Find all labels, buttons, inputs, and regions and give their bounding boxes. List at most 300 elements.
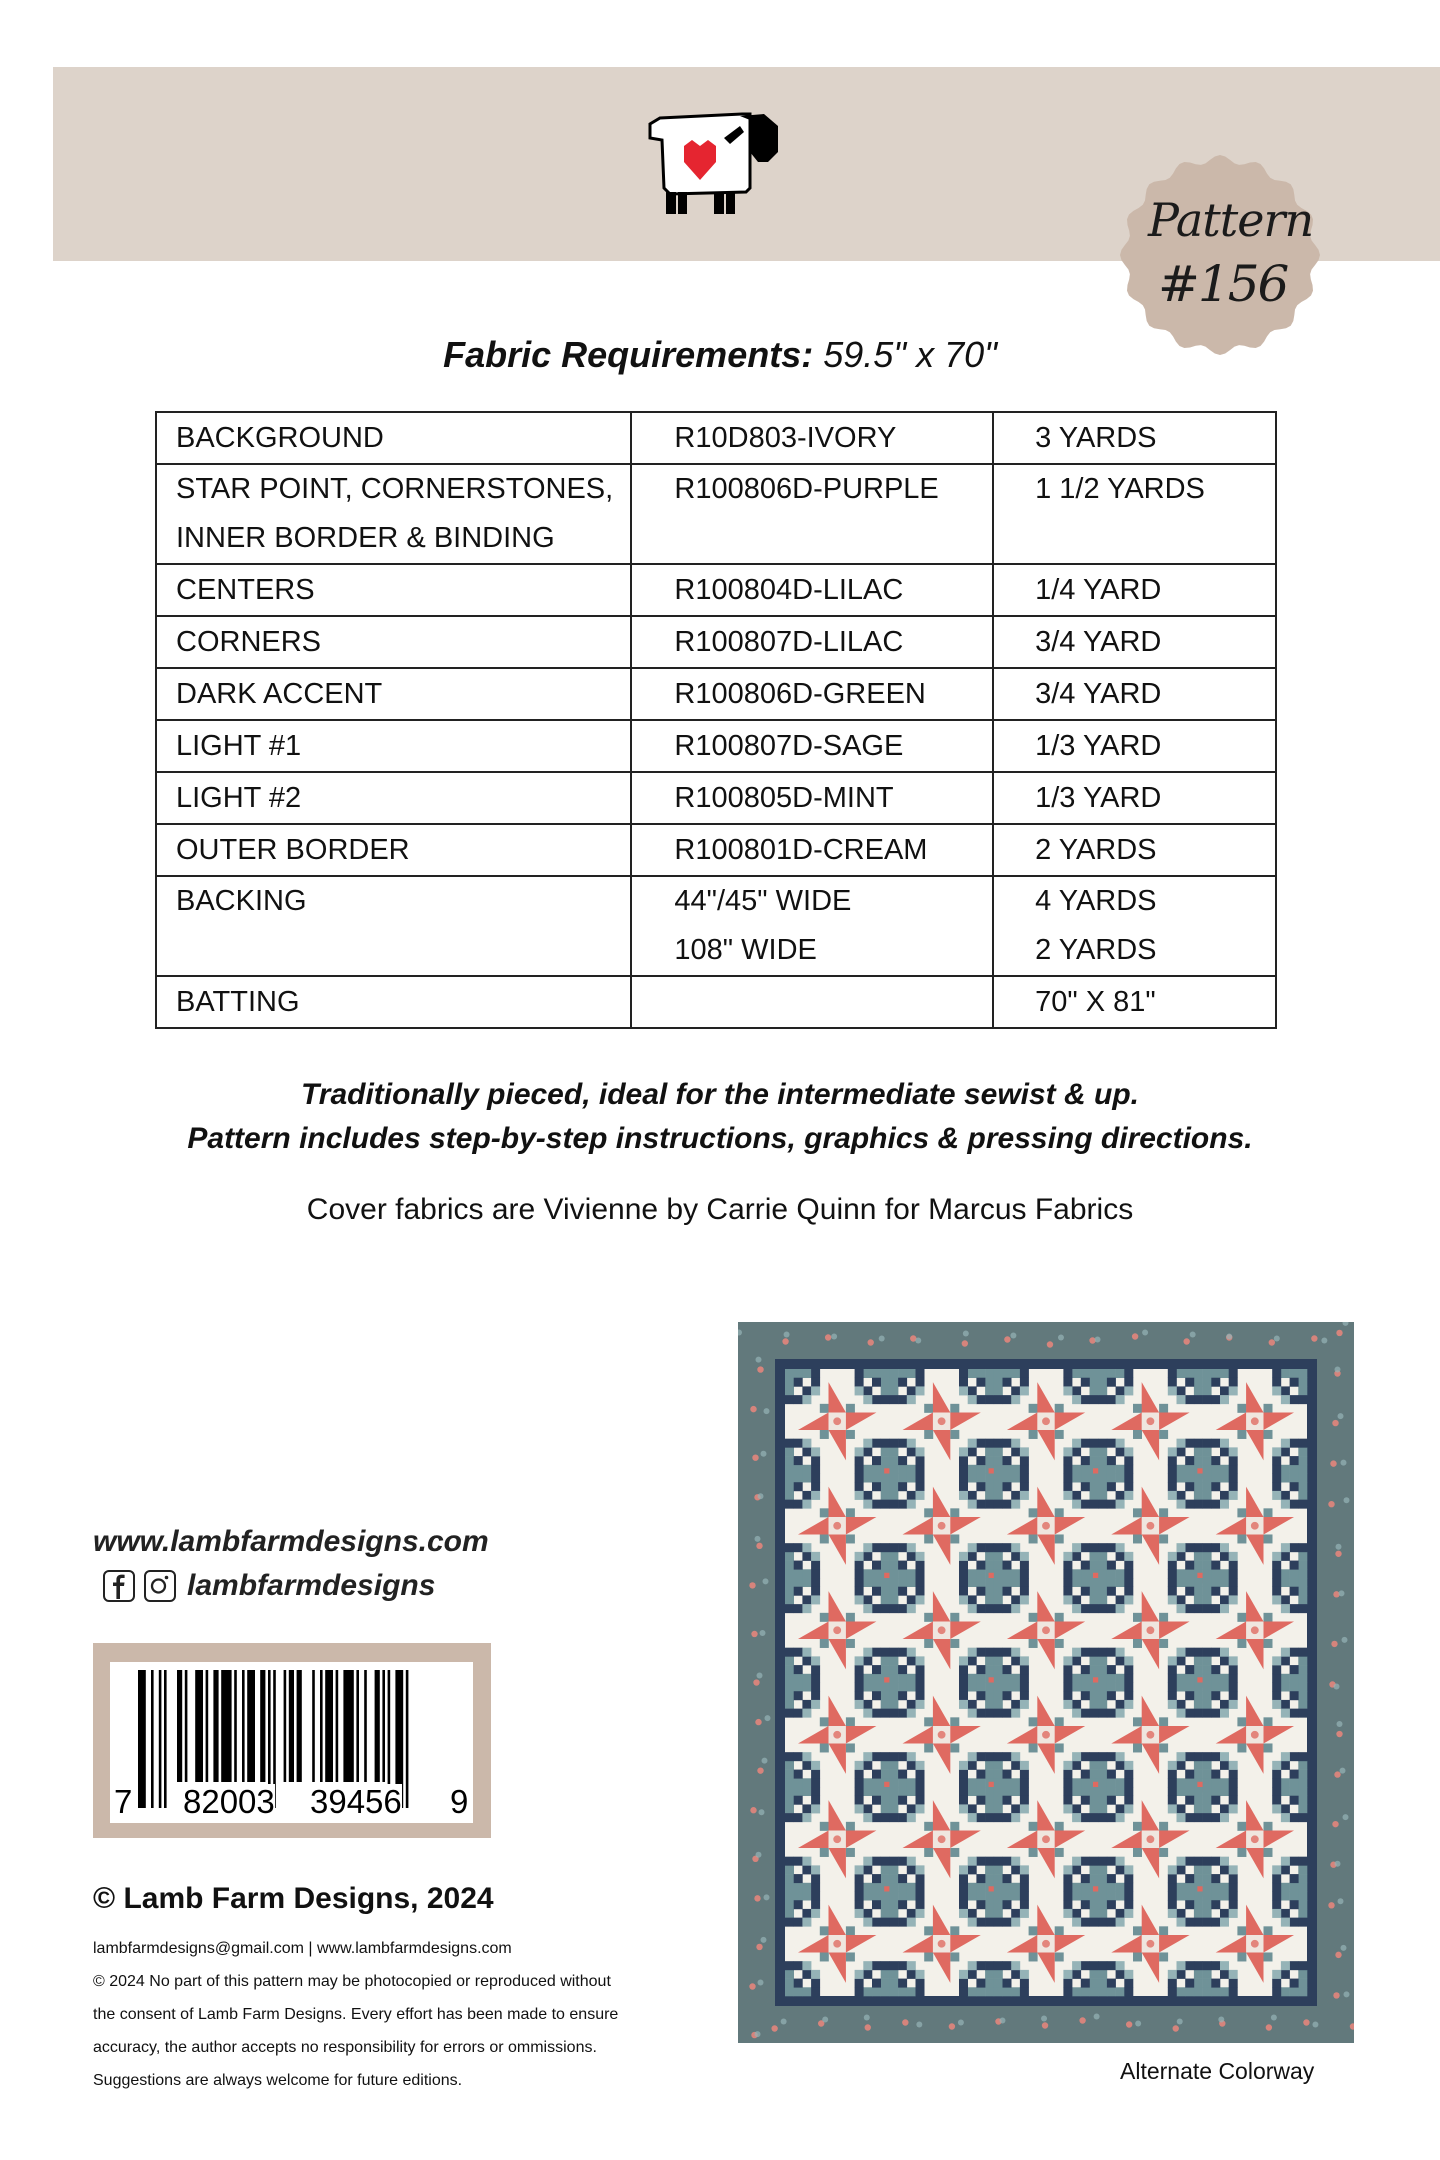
corner-light	[1281, 1648, 1290, 1657]
corner-light	[907, 1500, 916, 1509]
corner-navy	[1185, 1561, 1194, 1570]
corner-navy	[1063, 1378, 1072, 1387]
corner-teal	[1090, 1874, 1099, 1883]
corner-teal	[889, 1665, 898, 1674]
corner-light	[863, 1395, 872, 1404]
corner-teal	[1090, 1386, 1099, 1395]
corner-teal	[1298, 1665, 1307, 1674]
corner-navy	[1003, 1918, 1012, 1927]
corner-navy	[959, 1569, 968, 1578]
corner-teal	[785, 1595, 794, 1604]
corner-navy	[1290, 1900, 1299, 1909]
corner-light	[863, 1961, 872, 1970]
corner-teal	[1298, 1883, 1307, 1892]
star-accent	[820, 1508, 829, 1517]
corner-navy	[1168, 1892, 1177, 1901]
corner-light	[1229, 1761, 1238, 1770]
corner-navy	[916, 1691, 925, 1700]
corner-teal	[1090, 1804, 1099, 1813]
corner-light	[1272, 1447, 1281, 1456]
corner-navy	[985, 1961, 994, 1970]
corner-light	[1281, 1961, 1290, 1970]
border-leaf	[1010, 1333, 1016, 1339]
corner-navy	[881, 1395, 890, 1404]
corner-light	[1220, 1752, 1229, 1761]
corner-navy	[1107, 1874, 1116, 1883]
star-center-flower	[1251, 1522, 1259, 1530]
corner-teal	[1098, 1900, 1107, 1909]
corner-teal	[1298, 1587, 1307, 1596]
border-flower	[1303, 2019, 1309, 2025]
star-accent	[1264, 1404, 1273, 1413]
corner-navy	[811, 1569, 820, 1578]
star-accent	[924, 1404, 933, 1413]
corner-navy	[976, 1796, 985, 1805]
corner-light	[1116, 1604, 1125, 1613]
star-accent	[924, 1743, 933, 1752]
star-accent	[1159, 1508, 1168, 1517]
cover-fabrics-note: Cover fabrics are Vivienne by Carrie Quinn for Marcus Fabrics	[306, 1193, 1134, 1226]
star-accent	[950, 1508, 959, 1517]
corner-teal	[1098, 1865, 1107, 1874]
border-flower	[757, 1366, 763, 1372]
corner-navy	[863, 1909, 872, 1918]
corner-teal	[898, 1883, 907, 1892]
corner-light	[1281, 1857, 1290, 1866]
corner-teal	[785, 1674, 794, 1683]
border-flower	[1079, 2017, 1085, 2023]
fabric-code-cell	[631, 824, 993, 876]
star-accent	[924, 1926, 933, 1935]
corner-teal	[1072, 1474, 1081, 1483]
corner-navy	[872, 1918, 881, 1927]
corner-navy	[1063, 1474, 1072, 1483]
corner-teal	[785, 1482, 794, 1491]
corner-teal	[1081, 1674, 1090, 1683]
corner-navy	[785, 1857, 794, 1866]
corner-navy	[889, 1648, 898, 1657]
corner-teal	[889, 1796, 898, 1805]
border-flower	[1047, 1341, 1053, 1347]
corner-navy	[1203, 1543, 1212, 1552]
corner-navy	[907, 1865, 916, 1874]
corner-navy	[898, 1482, 907, 1491]
fabric-use: BATTING	[176, 986, 300, 1018]
corner-navy	[1203, 1857, 1212, 1866]
corner-navy	[1098, 1648, 1107, 1657]
corner-teal	[1011, 1892, 1020, 1901]
corner-teal	[985, 1909, 994, 1918]
corner-teal	[881, 1700, 890, 1709]
corner-teal	[1298, 1491, 1307, 1500]
corner-navy	[994, 1439, 1003, 1448]
corner-teal	[994, 1979, 1003, 1988]
corner-navy	[994, 1709, 1003, 1718]
star-accent	[924, 1717, 933, 1726]
fabric-use-cell	[156, 976, 631, 1028]
corner-navy	[1185, 1691, 1194, 1700]
corner-light	[1063, 1552, 1072, 1561]
corner-navy	[1290, 1813, 1299, 1822]
corner-navy	[1003, 1665, 1012, 1674]
corner-teal	[1290, 1578, 1299, 1587]
corner-teal	[1011, 1578, 1020, 1587]
corner-teal	[1185, 1883, 1194, 1892]
corner-light	[1072, 1709, 1081, 1718]
corner-navy	[1020, 1778, 1029, 1787]
corner-light	[811, 1491, 820, 1500]
corner-navy	[872, 1709, 881, 1718]
corner-teal	[1298, 1787, 1307, 1796]
corner-navy	[1229, 1369, 1238, 1378]
corner-teal	[881, 1369, 890, 1378]
corner-light	[1020, 1865, 1029, 1874]
corner-navy	[1072, 1491, 1081, 1500]
corner-navy	[1211, 1813, 1220, 1822]
border-leaf	[1338, 1898, 1344, 1904]
website-link[interactable]: www.lambfarmdesigns.com	[93, 1525, 489, 1558]
corner-teal	[976, 1674, 985, 1683]
star-accent	[1264, 1613, 1273, 1622]
corner-teal	[907, 1369, 916, 1378]
corner-teal	[898, 1787, 907, 1796]
corner-teal	[1185, 1369, 1194, 1378]
corner-light	[907, 1857, 916, 1866]
corner-teal	[1298, 1683, 1307, 1692]
corner-navy	[1229, 1979, 1238, 1988]
star-accent	[1029, 1430, 1038, 1439]
corner-navy	[1272, 1561, 1281, 1570]
corner-navy	[1020, 1578, 1029, 1587]
social-handle[interactable]: lambfarmdesigns	[187, 1569, 436, 1602]
corner-navy	[1194, 1857, 1203, 1866]
corner-teal	[1081, 1474, 1090, 1483]
corner-light	[1011, 1813, 1020, 1822]
corner-navy	[802, 1909, 811, 1918]
corner-navy	[872, 1482, 881, 1491]
corner-teal	[802, 1674, 811, 1683]
corner-teal	[1281, 1369, 1290, 1378]
corner-navy	[985, 1918, 994, 1927]
corner-navy	[1081, 1587, 1090, 1596]
corner-teal	[1098, 1569, 1107, 1578]
corner-navy	[1107, 1961, 1116, 1970]
corner-navy	[1185, 1543, 1194, 1552]
corner-teal	[1220, 1787, 1229, 1796]
corner-teal	[1185, 1892, 1194, 1901]
corner-navy	[855, 1569, 864, 1578]
star-accent	[1159, 1430, 1168, 1439]
corner-teal	[1098, 1796, 1107, 1805]
star-accent	[1264, 1717, 1273, 1726]
corner-teal	[881, 1578, 890, 1587]
corner-navy	[1011, 1595, 1020, 1604]
corner-teal	[881, 1386, 890, 1395]
fabric-code-cell	[631, 976, 993, 1028]
fabric-requirements-heading	[0, 334, 1440, 376]
corner-light	[1011, 1752, 1020, 1761]
star-accent	[1055, 1430, 1064, 1439]
corner-teal	[1194, 1474, 1203, 1483]
star-center-flower	[833, 1835, 841, 1843]
corner-navy	[811, 1561, 820, 1570]
corner-teal	[994, 1578, 1003, 1587]
corner-navy	[1020, 1456, 1029, 1465]
corner-navy	[1020, 1787, 1029, 1796]
corner-navy	[1098, 1439, 1107, 1448]
corner-navy	[1229, 1569, 1238, 1578]
corner-light	[855, 1700, 864, 1709]
corner-navy	[1229, 1474, 1238, 1483]
corner-teal	[881, 1787, 890, 1796]
corner-navy	[916, 1456, 925, 1465]
border-flower	[1335, 1551, 1341, 1557]
corner-navy	[1272, 1587, 1281, 1596]
corner-navy	[855, 1578, 864, 1587]
corner-navy	[916, 1796, 925, 1805]
corner-navy	[907, 1491, 916, 1500]
corner-teal	[785, 1656, 794, 1665]
corner-light	[907, 1395, 916, 1404]
corner-light	[1272, 1700, 1281, 1709]
border-flower	[771, 2025, 777, 2031]
corner-navy	[1116, 1386, 1125, 1395]
corner-light	[1124, 1970, 1133, 1979]
corner-teal	[1098, 1386, 1107, 1395]
star-accent	[1055, 1822, 1064, 1831]
corner-navy	[1168, 1987, 1177, 1996]
corner-teal	[1081, 1883, 1090, 1892]
corner-navy	[1281, 1595, 1290, 1604]
corner-teal	[994, 1987, 1003, 1996]
corner-navy	[1020, 1561, 1029, 1570]
fabric-code-cell	[631, 720, 993, 772]
border-flower	[1042, 2022, 1048, 2028]
corner-navy	[1116, 1656, 1125, 1665]
corner-teal	[1203, 1909, 1212, 1918]
corner-navy	[1211, 1770, 1220, 1779]
corner-teal	[802, 1787, 811, 1796]
corner-navy	[1281, 1447, 1290, 1456]
facebook-icon[interactable]	[103, 1570, 135, 1602]
corner-light	[855, 1970, 864, 1979]
corner-navy	[1203, 1752, 1212, 1761]
corner-teal	[889, 1578, 898, 1587]
star-accent	[1133, 1430, 1142, 1439]
corner-navy	[872, 1900, 881, 1909]
corner-navy	[1081, 1482, 1090, 1491]
corner-navy	[1063, 1578, 1072, 1587]
corner-navy	[985, 1604, 994, 1613]
corner-navy	[1003, 1813, 1012, 1822]
corner-navy	[1281, 1865, 1290, 1874]
corner-teal	[985, 1482, 994, 1491]
corner-teal	[968, 1578, 977, 1587]
corner-teal	[985, 1578, 994, 1587]
corner-light	[1281, 1500, 1290, 1509]
corner-light	[1177, 1752, 1186, 1761]
border-flower	[1173, 2025, 1179, 2031]
corner-navy	[1020, 1482, 1029, 1491]
corner-light	[802, 1500, 811, 1509]
corner-teal	[1072, 1787, 1081, 1796]
corner-light	[1272, 1491, 1281, 1500]
corner-navy	[1020, 1683, 1029, 1692]
corner-navy	[1290, 1482, 1299, 1491]
corner-navy	[1124, 1369, 1133, 1378]
corner-teal	[785, 1447, 794, 1456]
corner-navy	[1072, 1595, 1081, 1604]
corner-teal	[968, 1883, 977, 1892]
border-leaf	[1190, 1332, 1196, 1338]
corner-navy	[976, 1587, 985, 1596]
border-flower	[750, 1807, 756, 1813]
corner-navy	[1072, 1804, 1081, 1813]
corner-teal	[1098, 1378, 1107, 1387]
corner-navy	[802, 1447, 811, 1456]
corner-light	[811, 1909, 820, 1918]
corner-navy	[1072, 1865, 1081, 1874]
corner-navy	[1124, 1892, 1133, 1901]
corner-navy	[1124, 1569, 1133, 1578]
border-flower	[1328, 1902, 1334, 1908]
corner-light	[863, 1813, 872, 1822]
corner-teal	[968, 1474, 977, 1483]
corner-navy	[916, 1778, 925, 1787]
corner-teal	[1203, 1369, 1212, 1378]
corner-navy	[1107, 1378, 1116, 1387]
corner-teal	[1211, 1569, 1220, 1578]
corner-light	[1063, 1447, 1072, 1456]
corner-teal	[1203, 1578, 1212, 1587]
star-accent	[1133, 1717, 1142, 1726]
corner-teal	[881, 1552, 890, 1561]
corner-teal	[1003, 1883, 1012, 1892]
corner-light	[1220, 1604, 1229, 1613]
barcode	[110, 1662, 473, 1823]
fabric-row	[156, 412, 1276, 464]
corner-teal	[1281, 1578, 1290, 1587]
border-leaf	[1343, 1814, 1349, 1820]
corner-teal	[1011, 1787, 1020, 1796]
corner-navy	[916, 1892, 925, 1901]
corner-navy	[1020, 1796, 1029, 1805]
corner-teal	[1011, 1569, 1020, 1578]
corner-teal	[1011, 1674, 1020, 1683]
corner-navy	[968, 1970, 977, 1979]
corner-navy	[1107, 1691, 1116, 1700]
corner-navy	[1003, 1796, 1012, 1805]
corner-light	[1011, 1604, 1020, 1613]
fabric-use: CENTERS	[176, 574, 315, 606]
corner-navy	[1229, 1578, 1238, 1587]
corner-teal	[907, 1569, 916, 1578]
corner-navy	[1281, 1552, 1290, 1561]
corner-navy	[855, 1787, 864, 1796]
corner-navy	[1290, 1543, 1299, 1552]
corner-navy	[1116, 1595, 1125, 1604]
corner-teal	[1090, 1578, 1099, 1587]
corner-teal	[881, 1561, 890, 1570]
corner-navy	[872, 1770, 881, 1779]
corner-navy	[1011, 1447, 1020, 1456]
corner-teal	[1203, 1474, 1212, 1483]
corner-teal	[881, 1865, 890, 1874]
corner-teal	[1298, 1378, 1307, 1387]
star-accent	[924, 1822, 933, 1831]
corner-teal	[1203, 1447, 1212, 1456]
corner-navy	[968, 1865, 977, 1874]
corner-navy	[1168, 1465, 1177, 1474]
corner-navy	[1090, 1918, 1099, 1927]
corner-teal	[1290, 1474, 1299, 1483]
corner-navy	[1220, 1595, 1229, 1604]
corner-navy	[802, 1386, 811, 1395]
corner-navy	[1229, 1900, 1238, 1909]
border-leaf	[765, 1715, 771, 1721]
corner-navy	[794, 1500, 803, 1509]
corner-navy	[959, 1587, 968, 1596]
corner-teal	[1220, 1474, 1229, 1483]
star-accent	[820, 1822, 829, 1831]
corner-navy	[1090, 1752, 1099, 1761]
corner-light	[1124, 1909, 1133, 1918]
corner-navy	[916, 1979, 925, 1988]
instagram-icon[interactable]	[144, 1570, 176, 1602]
corner-navy	[1003, 1587, 1012, 1596]
corner-navy	[959, 1883, 968, 1892]
corner-navy	[994, 1395, 1003, 1404]
corner-navy	[1081, 1874, 1090, 1883]
corner-light	[907, 1709, 916, 1718]
corner-teal	[1220, 1778, 1229, 1787]
corner-navy	[959, 1369, 968, 1378]
corner-teal	[1072, 1578, 1081, 1587]
corner-teal	[985, 1892, 994, 1901]
corner-teal	[1203, 1378, 1212, 1387]
corner-teal	[1203, 1683, 1212, 1692]
corner-navy	[1298, 1604, 1307, 1613]
corner-navy	[1211, 1900, 1220, 1909]
corner-navy	[1211, 1752, 1220, 1761]
fabric-amount-cell	[993, 668, 1276, 720]
corner-navy	[1063, 1561, 1072, 1570]
corner-teal	[1194, 1909, 1203, 1918]
corner-navy	[855, 1979, 864, 1988]
border-leaf	[756, 1852, 762, 1858]
fabric-amount-cell	[993, 824, 1276, 876]
corner-light	[1116, 1395, 1125, 1404]
corner-navy	[1020, 1674, 1029, 1683]
corner-teal	[1194, 1561, 1203, 1570]
corner-teal	[1203, 1700, 1212, 1709]
corner-teal	[968, 1683, 977, 1692]
corner-light	[959, 1970, 968, 1979]
corner-navy	[811, 1578, 820, 1587]
corner-teal	[898, 1465, 907, 1474]
corner-teal	[1220, 1369, 1229, 1378]
corner-teal	[1220, 1883, 1229, 1892]
corner-light	[1177, 1813, 1186, 1822]
star-center-flower	[833, 1731, 841, 1739]
corner-teal	[1090, 1552, 1099, 1561]
corner-teal	[881, 1595, 890, 1604]
pattern-number: #156	[1158, 255, 1288, 313]
corner-teal	[889, 1656, 898, 1665]
corner-teal	[1090, 1770, 1099, 1779]
corner-teal	[863, 1683, 872, 1692]
corner-navy	[1211, 1857, 1220, 1866]
